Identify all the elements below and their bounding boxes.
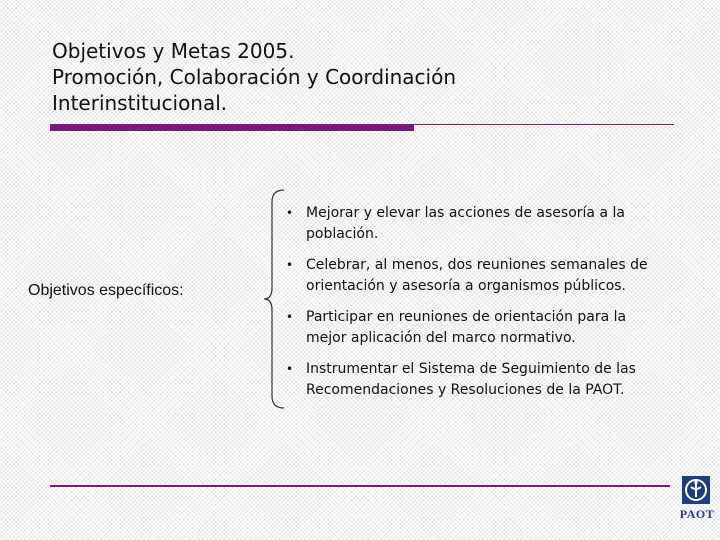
- title-line-2: Promoción, Colaboración y Coordinación: [52, 65, 457, 89]
- list-item-line: población.: [306, 226, 379, 242]
- list-item-line: Recomendaciones y Resoluciones de la PAOT.: [306, 382, 625, 398]
- objectives-label: Objetivos específicos:: [28, 282, 184, 299]
- objectives-list: [284, 203, 704, 411]
- bullet-icon: •: [286, 206, 294, 220]
- slide-title: [52, 38, 672, 116]
- title-line-1: Objetivos y Metas 2005.: [52, 39, 295, 63]
- list-item-line: Participar en reuniones de orientación para la: [306, 309, 627, 325]
- list-item-line: mejor aplicación del marco normativo.: [306, 330, 576, 346]
- title-underline-thick: [50, 124, 414, 131]
- bullet-icon: •: [286, 310, 294, 324]
- title-line-3: Interinstitucional.: [52, 91, 228, 115]
- list-item: [284, 203, 704, 245]
- footer-rule: [50, 485, 670, 487]
- list-item-line: orientación y asesoría a organismos públicos.: [306, 278, 627, 294]
- list-item: [284, 359, 704, 401]
- list-item: [284, 307, 704, 349]
- list-item-line: Mejorar y elevar las acciones de asesoría a la: [306, 205, 625, 221]
- curly-brace-icon: [262, 188, 286, 410]
- title-underline-thin: [414, 124, 674, 125]
- list-item-line: Instrumentar el Sistema de Seguimiento de las: [306, 361, 636, 377]
- paot-logo-icon: [682, 476, 710, 504]
- list-item: [284, 255, 704, 297]
- paot-logo: [674, 476, 716, 526]
- list-item-line: Celebrar, al menos, dos reuniones semanales de: [306, 257, 648, 273]
- bullet-icon: •: [286, 258, 294, 272]
- bullet-icon: •: [286, 362, 294, 376]
- logo-text: PAOT: [679, 507, 715, 521]
